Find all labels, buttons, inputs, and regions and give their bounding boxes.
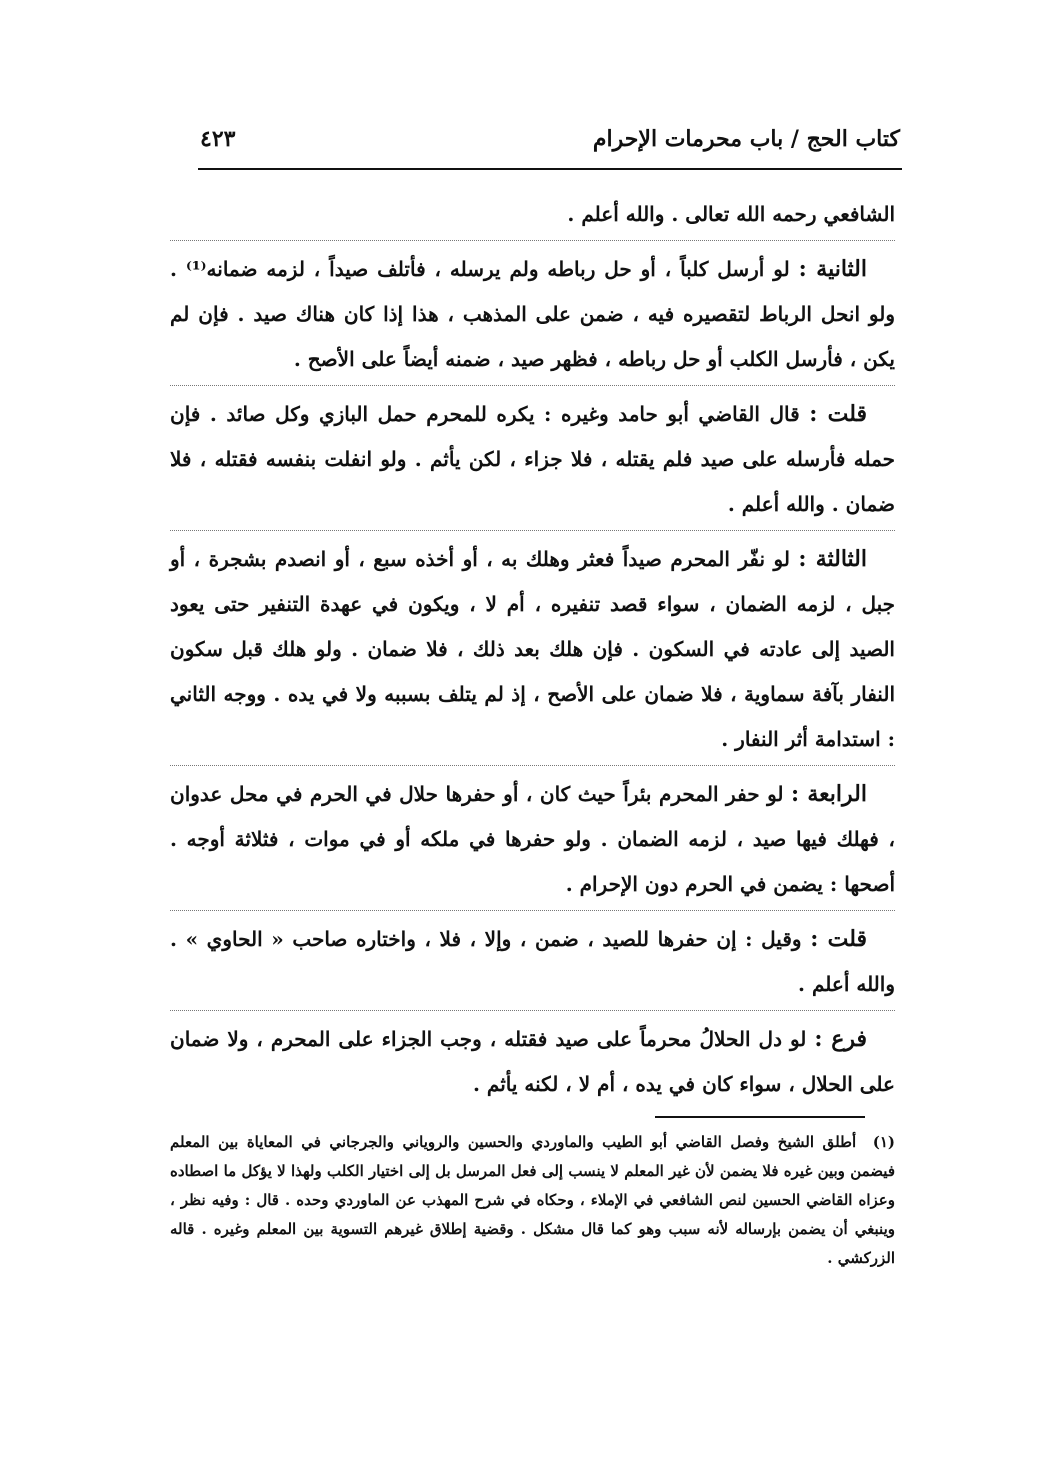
paragraph-lead: الثانية : <box>798 256 867 282</box>
chapter-title: كتاب الحج / باب محرمات الإحرام <box>592 126 900 152</box>
paragraph-continuation <box>170 192 895 237</box>
header-divider <box>198 168 902 170</box>
footnote-divider <box>655 1116 865 1118</box>
paragraph-text: لو أرسل كلباً ، أو حل رباطه ولم يرسله ، فأتلف صيداً ، لزمه ضمانه⁽¹⁾ . ولو انحل الرباط لتقصيره فيه ، ضمن على المذهب ، هذا إذا كان هناك صيد . فإن لم يكن ، فأرسل الكلب أو حل رباطه ، فظهر صيد ، ضمنه أيضاً على الأصح . <box>170 257 895 371</box>
paragraph-separator <box>170 1010 895 1011</box>
paragraph-text: لو حفر المحرم بئراً حيث كان ، أو حفرها حلال في الحرم في محل عدوان ، فهلك فيها صيد ، لزمه الضمان . ولو حفرها في ملكه أو في موات ، فثلاثة أوجه . أصحها : يضمن في الحرم دون الإحرام . <box>170 782 895 896</box>
page-number: ٤٢٣ <box>200 126 236 152</box>
paragraph-lead: الرابعة : <box>791 781 867 807</box>
paragraph-text: قال القاضي أبو حامد وغيره : يكره للمحرم حمل البازي وكل صائد . فإن حمله فأرسله على صيد فلم يقتله ، فلا جزاء ، لكن يأثم . ولو انفلت بنفسه فقتله ، فلا ضمان . والله أعلم . <box>170 402 895 516</box>
footnote-paragraph <box>170 1128 895 1273</box>
running-header <box>200 118 900 168</box>
paragraph-lead: قلت : <box>810 926 868 952</box>
paragraph-text: وقيل : إن حفرها للصيد ، ضمن ، وإلا ، فلا ، واختاره صاحب « الحاوي » . والله أعلم . <box>170 927 895 996</box>
paragraph-issue-2 <box>170 247 895 382</box>
paragraph-lead: فرع : <box>814 1026 868 1052</box>
paragraph-separator <box>170 240 895 241</box>
paragraph-text: الشافعي رحمه الله تعالى . والله أعلم . <box>567 202 895 226</box>
paragraph-note-1 <box>170 392 895 527</box>
paragraph-issue-3 <box>170 537 895 762</box>
paragraph-separator <box>170 765 895 766</box>
main-text <box>170 192 895 1110</box>
paragraph-lead: الثالثة : <box>798 546 867 572</box>
paragraph-issue-4 <box>170 772 895 907</box>
footnote-text: أطلق الشيخ وفصل القاضي أبو الطيب والماوردي والحسين والروياني والجرجاني في المعاياة بين المعلم فيضمن وبين غيره فلا يضمن لأن غير المعلم لا ينسب إلى فعل المرسل بل إلى اختيار الكلب ولهذا لا يؤكل ما اصطاده وعزاه القاضي الحسين لنص الشافعي في الإملاء ، وحكاه في شرح المهذب عن الماوردي وحده . قال : وفيه نظر ، وينبغي أن يضمن بإرساله لأنه سبب وهو كما قال مشكل . وقضية إطلاق غيرهم التسوية بين المعلم وغيره . قاله الزركشي . <box>170 1133 895 1267</box>
paragraph-separator <box>170 910 895 911</box>
paragraph-separator <box>170 530 895 531</box>
paragraph-separator <box>170 385 895 386</box>
paragraph-branch <box>170 1017 895 1107</box>
paragraph-note-2 <box>170 917 895 1007</box>
paragraph-text: لو دل الحلالُ محرماً على صيد فقتله ، وجب الجزاء على المحرم ، ولا ضمان على الحلال ، سواء كان في يده ، أم لا ، لكنه يأثم . <box>170 1027 895 1096</box>
paragraph-text: لو نفّر المحرم صيداً فعثر وهلك به ، أو أخذه سبع ، أو انصدم بشجرة ، أو جبل ، لزمه الضمان ، سواء قصد تنفيره ، أم لا ، ويكون في عهدة التنفير حتى يعود الصيد إلى عادته في السكون . فإن هلك بعد ذلك ، فلا ضمان . ولو هلك قبل سكون النفار بآفة سماوية ، فلا ضمان على الأصح ، إذ لم يتلف بسببه ولا في يده . ووجه الثاني : استدامة أثر النفار . <box>170 547 895 751</box>
footnote <box>170 1128 895 1273</box>
footnote-marker: (١) <box>872 1133 895 1151</box>
paragraph-lead: قلت : <box>809 401 868 427</box>
